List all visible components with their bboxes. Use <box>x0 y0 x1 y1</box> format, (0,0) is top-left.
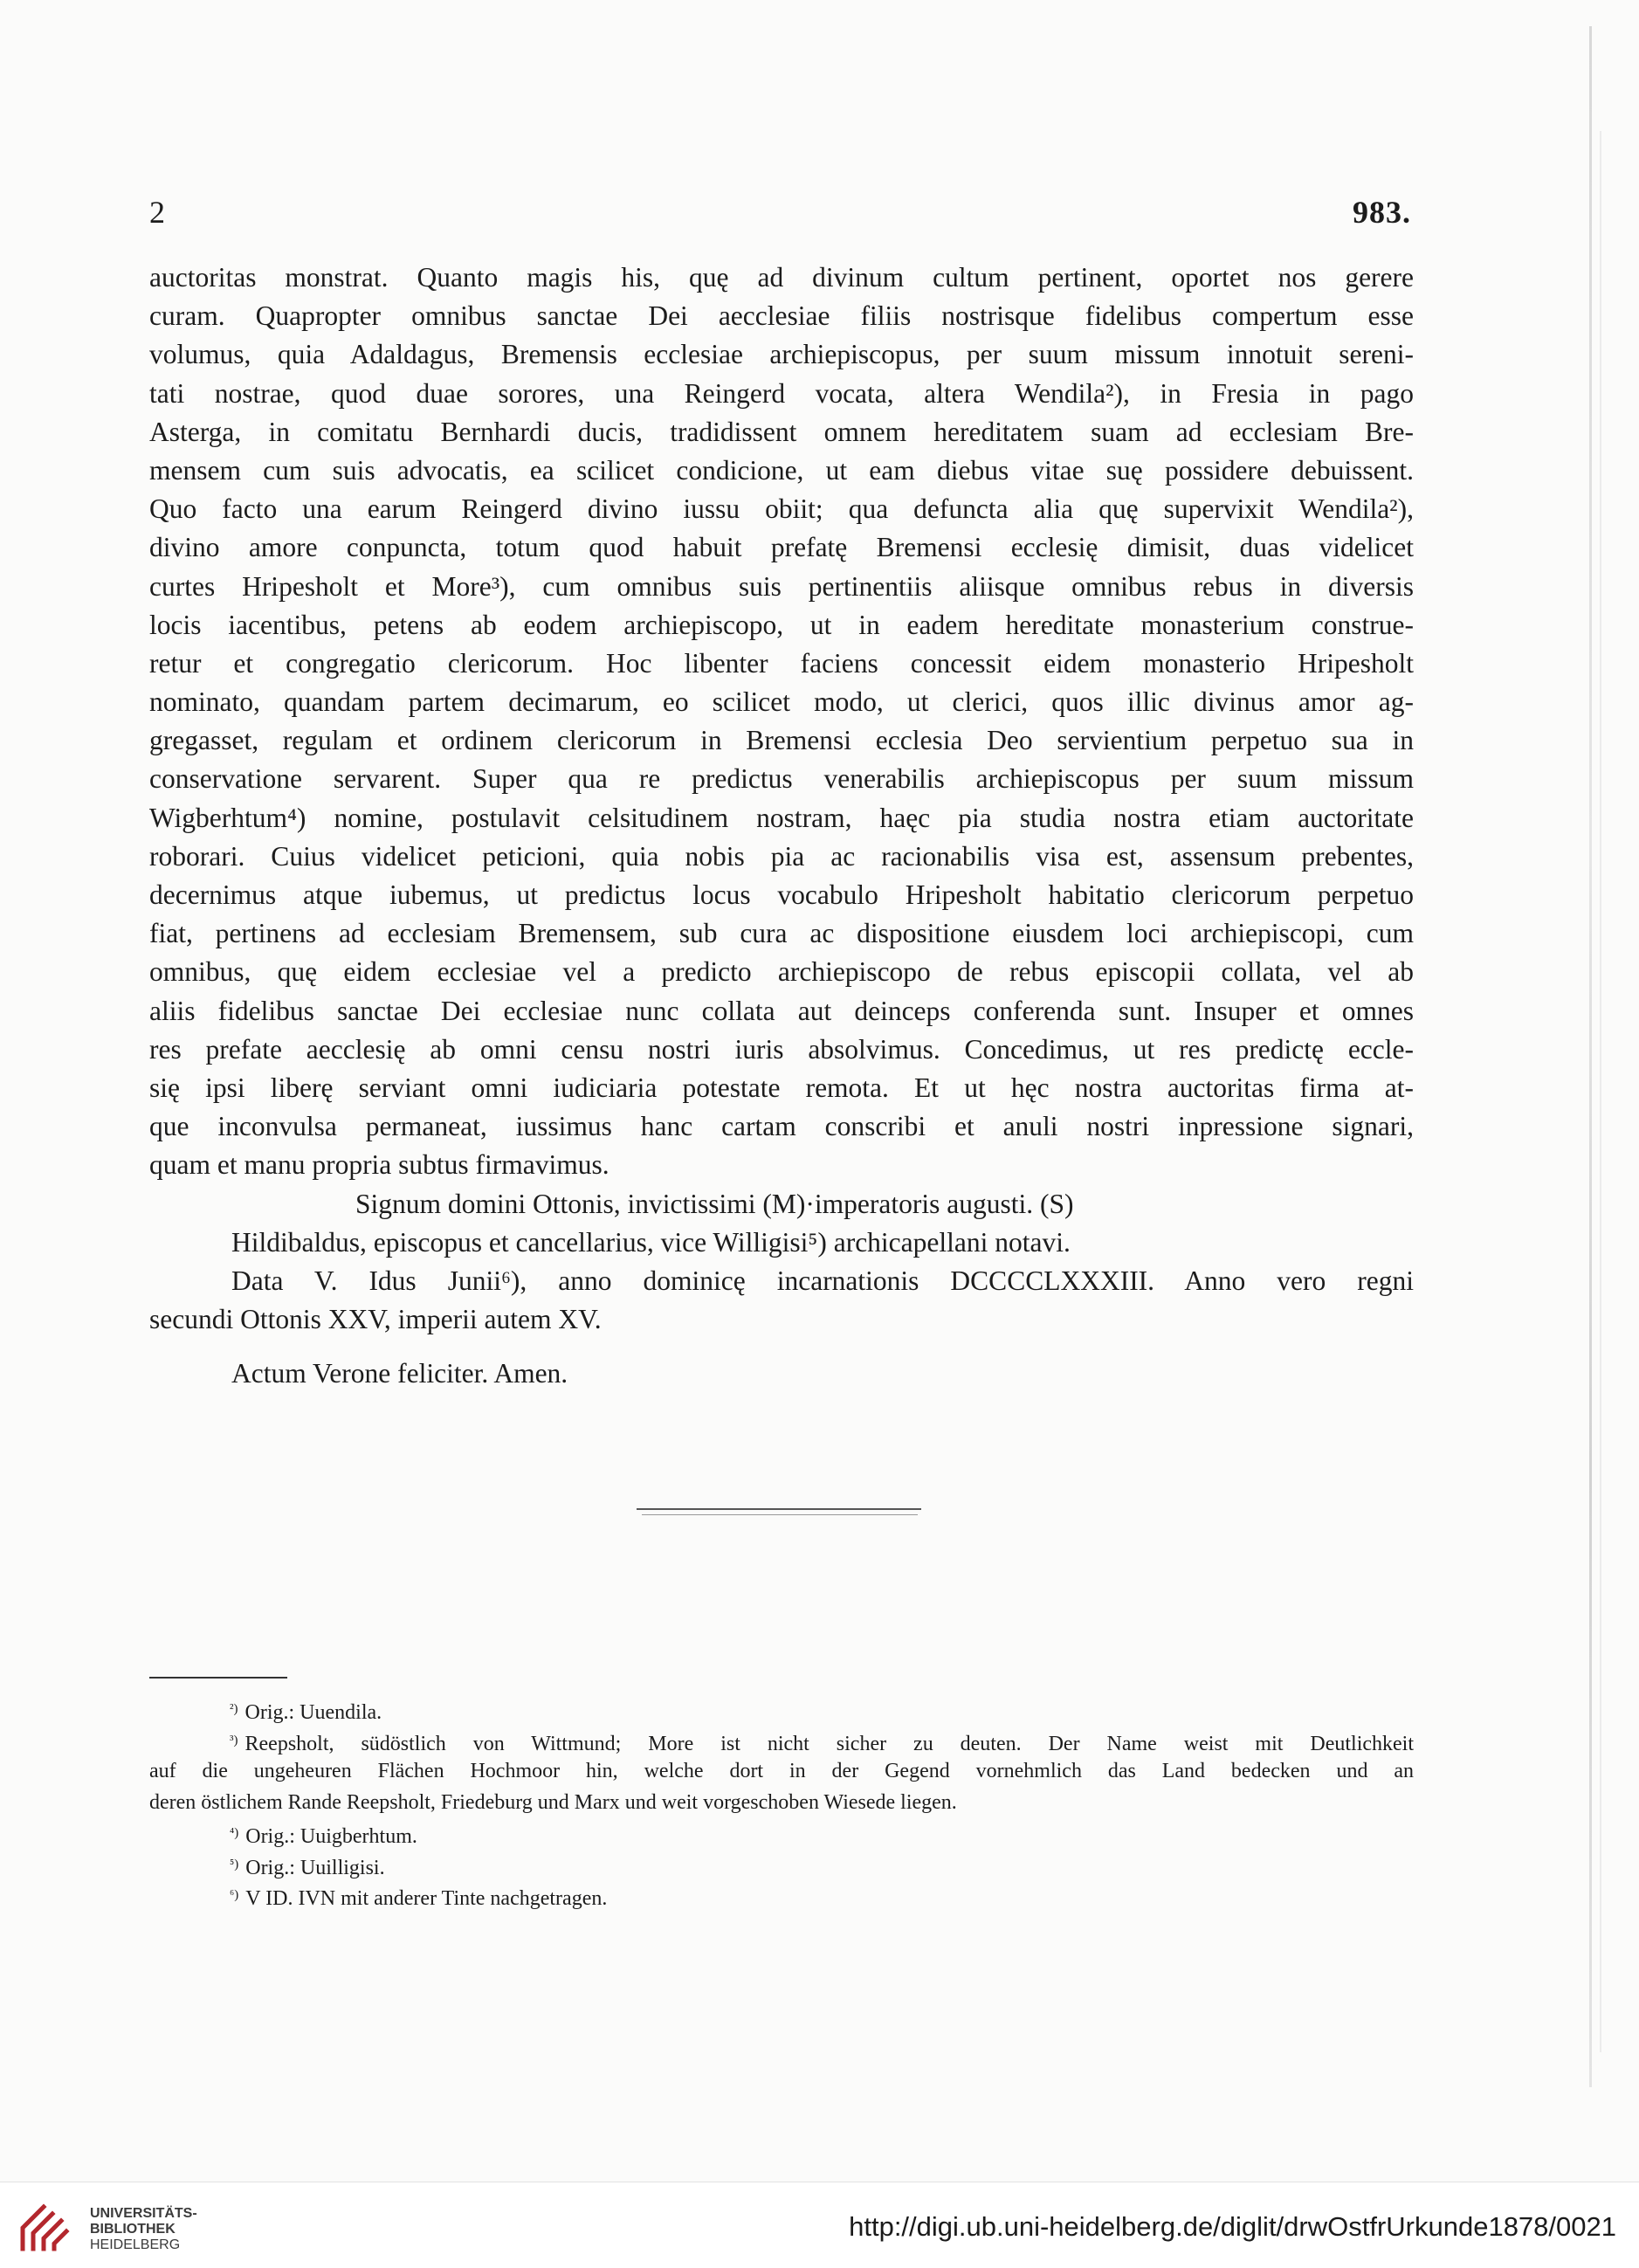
scan-edge-shadow <box>1589 26 1592 2087</box>
text-line: Quo facto una earum Reingerd divino iussu obiit; qua defuncta alia quę supervixit Wendila²), <box>149 493 1414 525</box>
text-line: volumus, quia Adaldagus, Bremensis ecclesiae archiepiscopus, per suum missum innotuit sereni- <box>149 339 1414 370</box>
footnote-number: ⁶) <box>230 1888 239 1902</box>
footnote-5 <box>149 1850 1414 1881</box>
library-name-line: BIBLIOTHEK <box>90 2222 176 2237</box>
text-line: curam. Quapropter omnibus sanctae Dei aecclesiae filiis nostrisque fidelibus compertum esse <box>149 300 1414 332</box>
text-line: curtes Hripesholt et More³), cum omnibus suis pertinentiis aliisque omnibus rebus in diversis <box>149 570 1414 602</box>
footnote-text: Orig.: Uuilligisi. <box>245 1856 385 1879</box>
scan-edge-shadow-inner <box>1600 131 1601 2052</box>
text-line: Wigberhtum⁴) nomine, postulavit celsitudinem nostram, haęc pia studia nostra etiam auctoritate <box>149 802 1414 833</box>
text-line: decernimus atque iubemus, ut predictus locus vocabulo Hripesholt habitatio clericorum perpetuo <box>149 879 1414 910</box>
text-line: mensem cum suis advocatis, ea scilicet condicione, ut eam diebus vitae suę possidere debuissent. <box>149 454 1414 486</box>
text-line: res prefate aecclesię ab omni censu nostri iuris absolvimus. Concedimus, ut res predictę eccle- <box>149 1033 1414 1065</box>
text-line: aliis fidelibus sanctae Dei ecclesiae nunc collata aut deinceps conferenda sunt. Insuper et omnes <box>149 995 1414 1026</box>
footnotes <box>149 1694 1414 1912</box>
text-line: locis iacentibus, petens ab eodem archiepiscopo, ut in eadem hereditate monasterium construe- <box>149 609 1414 640</box>
dating-line-continued: secundi Ottonis XXV, imperii autem XV. <box>149 1304 602 1335</box>
text-line: fiat, pertinens ad ecclesiam Bremensem, sub cura ac dispositione eiusdem loci archiepiscopi, cum <box>149 918 1414 949</box>
footnote-text: Orig.: Uuendila. <box>244 1701 382 1724</box>
text-line: gregasset, regulam et ordinem clericorum in Bremensi ecclesia Deo servientium perpetuo sua in <box>149 725 1414 756</box>
text-line: auctoritas monstrat. Quanto magis his, quę ad divinum cultum pertinent, oportet nos gerere <box>149 262 1414 293</box>
source-url-link[interactable]: http://digi.ub.uni-heidelberg.de/diglit/drwOstfrUrkunde1878/0021 <box>849 2211 1616 2242</box>
library-logo-icon <box>17 2202 70 2254</box>
text-line: conservatione servarent. Super qua re predictus venerabilis archiepiscopus per suum missum <box>149 763 1414 795</box>
footnote-text: Reepsholt, südöstlich von Wittmund; More ist nicht sicher zu deuten. Der Name weist mit Deutlichkeit <box>244 1732 1414 1755</box>
footnote-6 <box>149 1880 1414 1912</box>
footnote-text: V ID. IVN mit anderer Tinte nachgetragen. <box>245 1887 608 1910</box>
dating-line: Data V. Idus Junii⁶), anno dominicę incarnationis DCCCCLXXXIII. Anno vero regni <box>231 1265 1414 1296</box>
text-line: roborari. Cuius videlicet peticioni, quia nobis pia ac racionabilis visa est, assensum prebentes, <box>149 840 1414 872</box>
footnote-3 <box>149 1726 1414 1757</box>
footnote-number: ²) <box>230 1702 238 1716</box>
footnote-number: ⁵) <box>230 1857 239 1872</box>
recognition-line: Hildibaldus, episcopus et cancellarius, vice Willigisi⁵) archicapellani notavi. <box>231 1226 1071 1258</box>
digitization-footer <box>0 2182 1639 2268</box>
text-line: quam et manu propria subtus firmavimus. <box>149 1149 609 1181</box>
text-line: retur et congregatio clericorum. Hoc libenter faciens concessit eidem monasterio Hripesholt <box>149 647 1414 679</box>
footnote-number: ³) <box>230 1733 238 1748</box>
document-number: 983. <box>1353 195 1411 230</box>
signum-line: Signum domini Ottonis, invictissimi (M)·imperatoris augusti. (S) <box>355 1188 1074 1219</box>
text-line: omnibus, quę eidem ecclesiae vel a predicto archiepiscopo de rebus episcopii collata, vel ab <box>149 956 1414 988</box>
text-line: que inconvulsa permaneat, iussimus hanc cartam conscribi et anuli nostri inpressione signari, <box>149 1111 1414 1142</box>
footnote-text: Orig.: Uuigberhtum. <box>245 1825 417 1848</box>
text-line: divino amore conpuncta, totum quod habuit prefatę Bremensi ecclesię dimisit, duas videlicet <box>149 532 1414 563</box>
text-line: nominato, quandam partem decimarum, eo scilicet modo, ut clerici, quos illic divinus amor ag- <box>149 686 1414 718</box>
library-name-line: HEIDELBERG <box>90 2237 181 2252</box>
page-number: 2 <box>149 195 165 230</box>
footnote-number: ⁴) <box>230 1826 239 1840</box>
text-line: tati nostrae, quod duae sorores, una Reingerd vocata, altera Wendila²), in Fresia in pago <box>149 377 1414 409</box>
charter-text <box>149 259 1414 1393</box>
footnote-3-end: deren östlichem Rande Reepsholt, Friedeburg und Marx und weit vorgeschoben Wiesede liegen. <box>149 1790 957 1814</box>
library-name-line: UNIVERSITÄTS- <box>90 2206 197 2221</box>
footnote-2 <box>149 1694 1414 1726</box>
library-name <box>90 2206 197 2253</box>
text-line: się ipsi liberę serviant omni iudiciaria potestate remota. Et ut hęc nostra auctoritas firma at- <box>149 1072 1414 1103</box>
actum-line: Actum Verone feliciter. Amen. <box>231 1358 568 1389</box>
footnote-rule <box>149 1677 287 1679</box>
text-line: Asterga, in comitatu Bernhardi ducis, tradidissent omnem hereditatem suam ad ecclesiam Bre- <box>149 416 1414 447</box>
section-separator-shadow <box>642 1514 918 1515</box>
section-separator <box>637 1508 921 1510</box>
footnote-4 <box>149 1818 1414 1850</box>
footnote-3-continued: auf die ungeheuren Flächen Hochmoor hin, welche dort in der Gegend vornehmlich das Land bedecken und an <box>149 1760 1414 1782</box>
